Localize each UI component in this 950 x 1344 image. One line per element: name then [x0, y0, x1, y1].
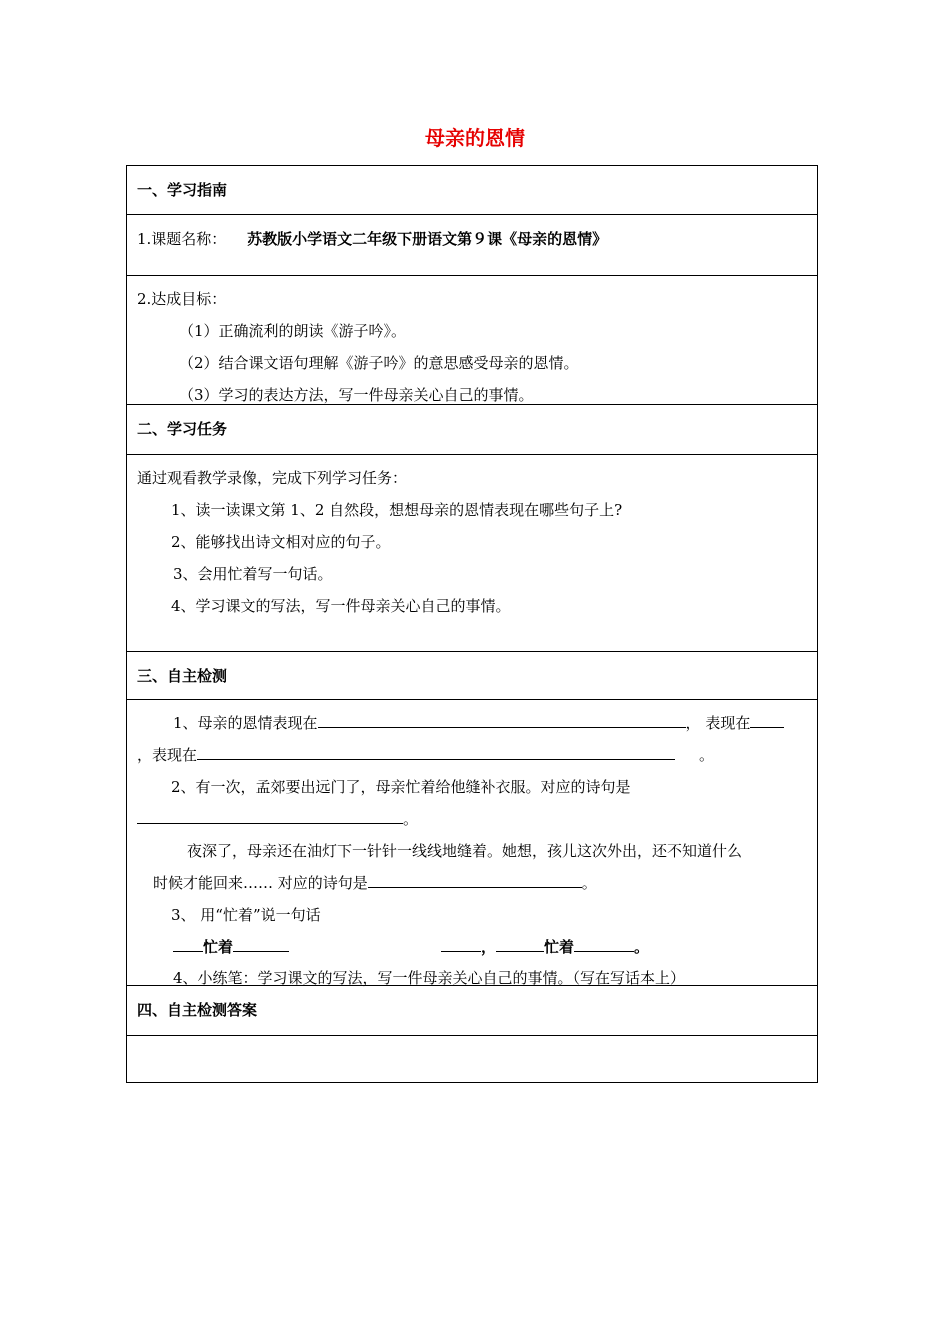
answer-blank[interactable]	[233, 936, 289, 952]
busy-word: 忙着	[544, 938, 575, 956]
period: 。	[634, 938, 650, 956]
question-2-line-2	[137, 808, 418, 829]
question-1-line-2	[137, 744, 714, 765]
question-2-line-1: 2、有一次，孟郊要出远门了，母亲忙着给他缝补衣服。对应的诗句是	[171, 778, 631, 796]
section-1-heading: 一、学习指南	[137, 181, 228, 199]
topic-label: 1.课题名称：	[137, 230, 227, 248]
question-3-sentence-1	[173, 936, 289, 957]
topic-row	[127, 215, 817, 276]
question-3-sentence-2	[441, 936, 649, 957]
worksheet-table	[126, 165, 818, 1083]
tasks-intro: 通过观看教学录像，完成下列学习任务：	[137, 469, 408, 487]
busy-word: 忙着	[203, 938, 234, 956]
question-3-prompt: 3、 用“忙着”说一句话	[171, 906, 321, 924]
goals-label: 2.达成目标：	[137, 290, 227, 308]
section-3-header	[127, 652, 817, 700]
goals-row	[127, 276, 817, 405]
answer-blank[interactable]	[750, 712, 784, 728]
section-4-header	[127, 986, 817, 1036]
section-1-header	[127, 166, 817, 215]
comma: ，	[481, 938, 497, 956]
section-2-header	[127, 405, 817, 455]
answer-blank[interactable]	[173, 936, 203, 952]
question-1-text: ， 表现在	[685, 714, 751, 732]
question-2-text: 。	[581, 874, 597, 892]
task-item: 2、能够找出诗文相对应的句子。	[171, 533, 391, 551]
goal-item: （1）正确流利的朗读《游子吟》。	[179, 322, 407, 340]
task-item: 4、学习课文的写法，写一件母亲关心自己的事情。	[171, 597, 511, 615]
page-title: 母亲的恩情	[425, 126, 525, 150]
topic-value: 苏教版小学语文二年级下册语文第９课《母亲的恩情》	[247, 230, 608, 248]
question-2-text: 。	[403, 810, 419, 828]
answer-blank[interactable]	[441, 936, 481, 952]
answer-blank[interactable]	[574, 936, 634, 952]
question-4-text: 4、小练笔：学习课文的写法，写一件母亲关心自己的事情。（写在写话本上）	[173, 969, 686, 987]
question-1-line-1	[173, 712, 784, 733]
tasks-row	[127, 455, 817, 652]
question-2-line-3: 夜深了，母亲还在油灯下一针针一线线地缝着。她想，孩儿这次外出，还不知道什么	[187, 842, 743, 860]
answer-blank[interactable]	[197, 744, 675, 760]
self-check-row	[127, 700, 817, 986]
answer-blank[interactable]	[496, 936, 544, 952]
question-1-text: 。	[699, 746, 715, 764]
answer-blank[interactable]	[137, 808, 403, 824]
section-2-heading: 二、学习任务	[137, 420, 228, 438]
question-2-text: 时候才能回来…… 对应的诗句是	[153, 874, 368, 892]
answers-area[interactable]	[127, 1036, 817, 1082]
goal-item: （3）学习的表达方法，写一件母亲关心自己的事情。	[179, 386, 534, 404]
answer-blank[interactable]	[368, 872, 582, 888]
answer-blank[interactable]	[318, 712, 686, 728]
goal-item: （2）结合课文语句理解《游子吟》的意思感受母亲的恩情。	[179, 354, 579, 372]
question-1-text: ，表现在	[137, 746, 198, 764]
task-item: 1、读一读课文第 1、2 自然段，想想母亲的恩情表现在哪些句子上?	[171, 501, 623, 519]
question-1-text: 1、母亲的恩情表现在	[173, 714, 318, 732]
section-4-heading: 四、自主检测答案	[137, 1001, 258, 1019]
question-2-line-4	[153, 872, 597, 893]
section-3-heading: 三、自主检测	[137, 667, 228, 685]
task-item: 3、会用忙着写一句话。	[173, 565, 333, 583]
